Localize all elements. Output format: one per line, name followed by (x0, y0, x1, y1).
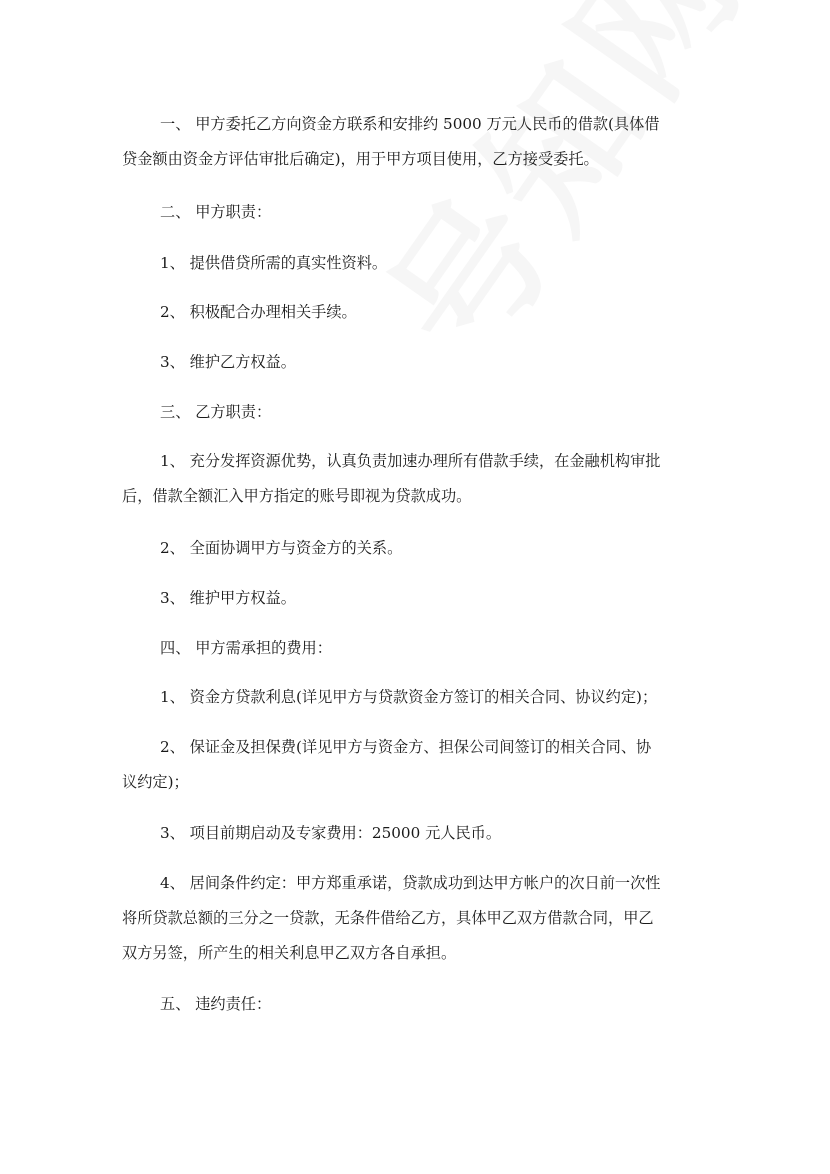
text-line: 四、 甲方需承担的费用： (160, 639, 332, 657)
list-item (122, 531, 707, 566)
text-line: 3、 维护甲方权益。 (160, 589, 296, 607)
section-heading-4 (122, 631, 707, 666)
text-line: 4、 居间条件约定：甲方郑重承诺，贷款成功到达甲方帐户的次日前一次性 (160, 874, 661, 892)
section-heading-3 (122, 395, 707, 430)
list-item (122, 816, 707, 851)
text-line: 将所贷款总额的三分之一贷款，无条件借给乙方，具体甲乙双方借款合同，甲乙 (122, 909, 654, 927)
text-line: 1、 提供借贷所需的真实性资料。 (160, 254, 388, 272)
text-line: 三、 乙方职责： (160, 403, 272, 421)
text-line: 3、 项目前期启动及专家费用：25000 元人民币。 (160, 824, 502, 842)
list-item (122, 730, 707, 800)
list-item (122, 345, 707, 380)
text-line: 贷金额由资金方评估审批后确定)，用于甲方项目使用，乙方接受委托。 (122, 150, 599, 168)
text-line: 五、 违约责任： (160, 995, 272, 1013)
list-item (122, 866, 707, 971)
text-line: 议约定)； (122, 773, 189, 791)
list-item (122, 680, 707, 715)
text-line: 2、 积极配合办理相关手续。 (160, 303, 357, 321)
text-line: 1、 资金方贷款利息(详见甲方与贷款资金方签订的相关合同、协议约定)； (160, 688, 658, 706)
section-heading-2 (122, 195, 707, 230)
text-line: 二、 甲方职责： (160, 203, 272, 221)
list-item (122, 581, 707, 616)
text-line: 1、 充分发挥资源优势，认真负责加速办理所有借款手续，在金融机构审批 (160, 452, 661, 470)
section-heading-5 (122, 987, 707, 1022)
text-line: 后，借款全额汇入甲方指定的账号即视为贷款成功。 (122, 487, 472, 505)
text-line: 2、 全面协调甲方与资金方的关系。 (160, 539, 403, 557)
text-line: 一、 甲方委托乙方向资金方联系和安排约 5000 万元人民币的借款(具体借 (160, 115, 660, 133)
clause-1-paragraph (122, 107, 707, 177)
list-item (122, 246, 707, 281)
text-line: 双方另签，所产生的相关利息甲乙双方各自承担。 (122, 944, 457, 962)
text-line: 3、 维护乙方权益。 (160, 353, 296, 371)
list-item (122, 444, 707, 514)
text-line: 2、 保证金及担保费(详见甲方与资金方、担保公司间签订的相关合同、协 (160, 738, 652, 756)
list-item (122, 295, 707, 330)
